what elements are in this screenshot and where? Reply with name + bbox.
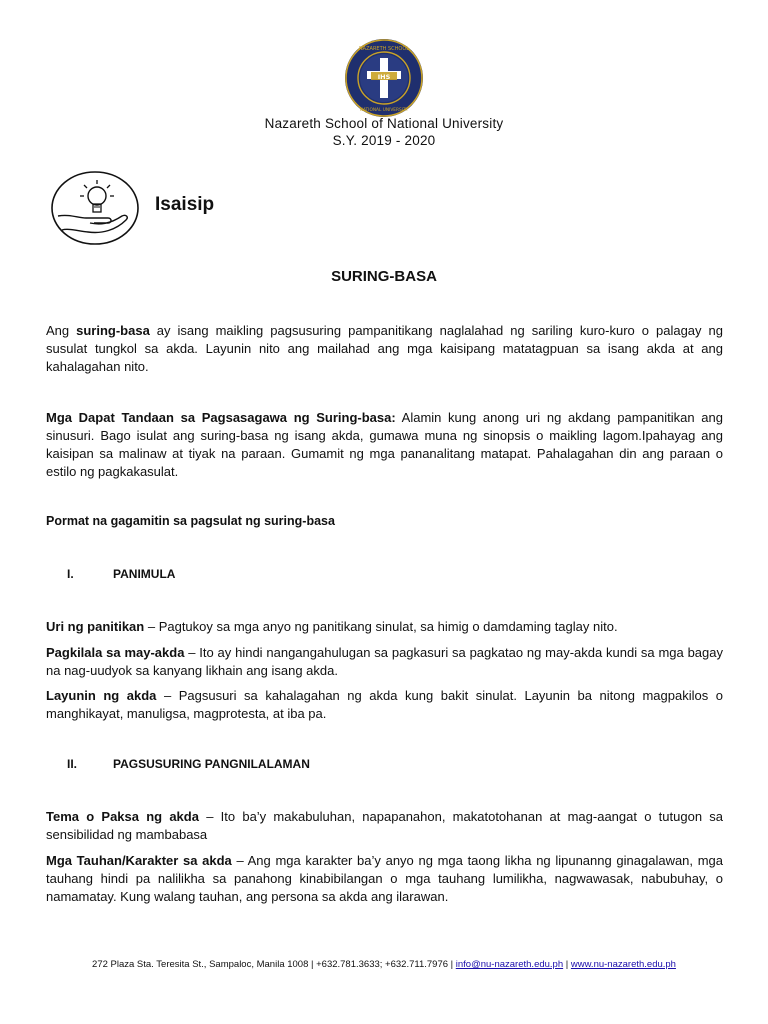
definition-item	[46, 808, 723, 844]
definition-item	[46, 852, 723, 906]
footer-email-link[interactable]: info@nu-nazareth.edu.ph	[455, 959, 564, 970]
school-name: Nazareth School of National University	[264, 116, 504, 131]
definition-text: – Ito ba’y makabuluhan, napapanahon, makatotohanan at mag-aangat o tutugon sa sensibilidad ng mambabasa	[46, 809, 724, 842]
seal-text-top: NAZARETH SCHOOL	[358, 46, 410, 52]
definition-text: – Ang mga karakter ba’y anyo ng mga taong likha ng lipunanng ginagalawan, mga tauhang hindi pa nalilikha sa panahong kinabibilangan o mga tauhang lumilikha, nagwawasak, nabubuhay, o namamatay. Kung walang tauhan, ang persona sa akda ang ilarawan.	[46, 853, 723, 904]
tandaan-term: Mga Dapat Tandaan sa Pagsasagawa ng Suring-basa:	[46, 410, 396, 425]
document-title: SURING-BASA	[331, 268, 437, 285]
definition-item	[46, 687, 723, 723]
definition-term: Mga Tauhan/Karakter sa akda	[46, 853, 232, 868]
definition-text: – Pagsusuri sa kahalagahan ng akda kung bakit sinulat. Layunin ba nitong magpakilos o manghikayat, manuligsa, magprotesta, at iba pa.	[46, 688, 723, 721]
seal-monogram: IHS	[377, 73, 391, 81]
intro-text: ay isang maikling pagsusuring pampanitikang naglalahad ng sariling kuro-kuro o palagay ng susulat tungkol sa akda. Layunin nito ang mailahad ang mga kaisipang matatagpuan sa isang akda at ang kahalagahan nito.	[46, 323, 723, 374]
section-numeral: II.	[67, 757, 78, 771]
intro-term: suring-basa	[76, 323, 150, 338]
definition-term: Uri ng panitikan	[46, 619, 145, 634]
definition-item	[46, 618, 723, 636]
pormat-heading: Pormat na gagamitin sa pagsulat ng suring-basa	[46, 514, 335, 528]
lightbulb-in-hand-icon	[50, 170, 140, 246]
definition-text: – Pagtukoy sa mga anyo ng panitikang sinulat, sa himig o damdaming taglay nito.	[144, 619, 618, 634]
definition-term: Tema o Paksa ng akda	[46, 809, 199, 824]
tandaan-text: Alamin kung anong uri ng akdang pampanitikan ang sinusuri. Bago isulat ang suring-basa ng isang akda, gumawa muna ng sinopsis o maikling lagom.Ipahayag ang kaisipan sa malinaw at tiyak na paraan. Gumamit ng mga pananalitang matapat. Pahalagahan din ang paraan o estilo ng pagkakasulat.	[46, 410, 723, 479]
tandaan-paragraph	[46, 409, 723, 481]
page-footer	[0, 959, 768, 970]
intro-paragraph	[46, 322, 723, 376]
section-banner-label: Isaisip	[155, 194, 215, 215]
seal-text-bottom: NATIONAL UNIVERSITY	[359, 108, 409, 113]
intro-lead: Ang	[46, 323, 77, 338]
footer-address: 272 Plaza Sta. Teresita St., Sampaloc, Manila 1008 | +632.781.3633; +632.711.7976 |	[92, 959, 456, 970]
definition-text: – Ito ay hindi nangangahulugan sa pagkasuri sa pagkatao ng may-akda kundi sa mga bagay na nag-uudyok sa kanyang likhain ang isang akda.	[46, 645, 723, 678]
school-year: S.Y. 2019 - 2020	[332, 133, 436, 148]
definition-term: Layunin ng akda	[46, 688, 157, 703]
definition-term: Pagkilala sa may-akda	[46, 645, 185, 660]
section-title: PAGSUSURING PANGNILALAMAN	[113, 757, 310, 771]
footer-website-link[interactable]: www.nu-nazareth.edu.ph	[570, 959, 676, 970]
section-title: PANIMULA	[113, 567, 176, 581]
footer-separator: |	[563, 959, 571, 970]
section-numeral: I.	[67, 567, 74, 581]
definition-item	[46, 644, 723, 680]
school-seal-logo	[339, 38, 429, 118]
